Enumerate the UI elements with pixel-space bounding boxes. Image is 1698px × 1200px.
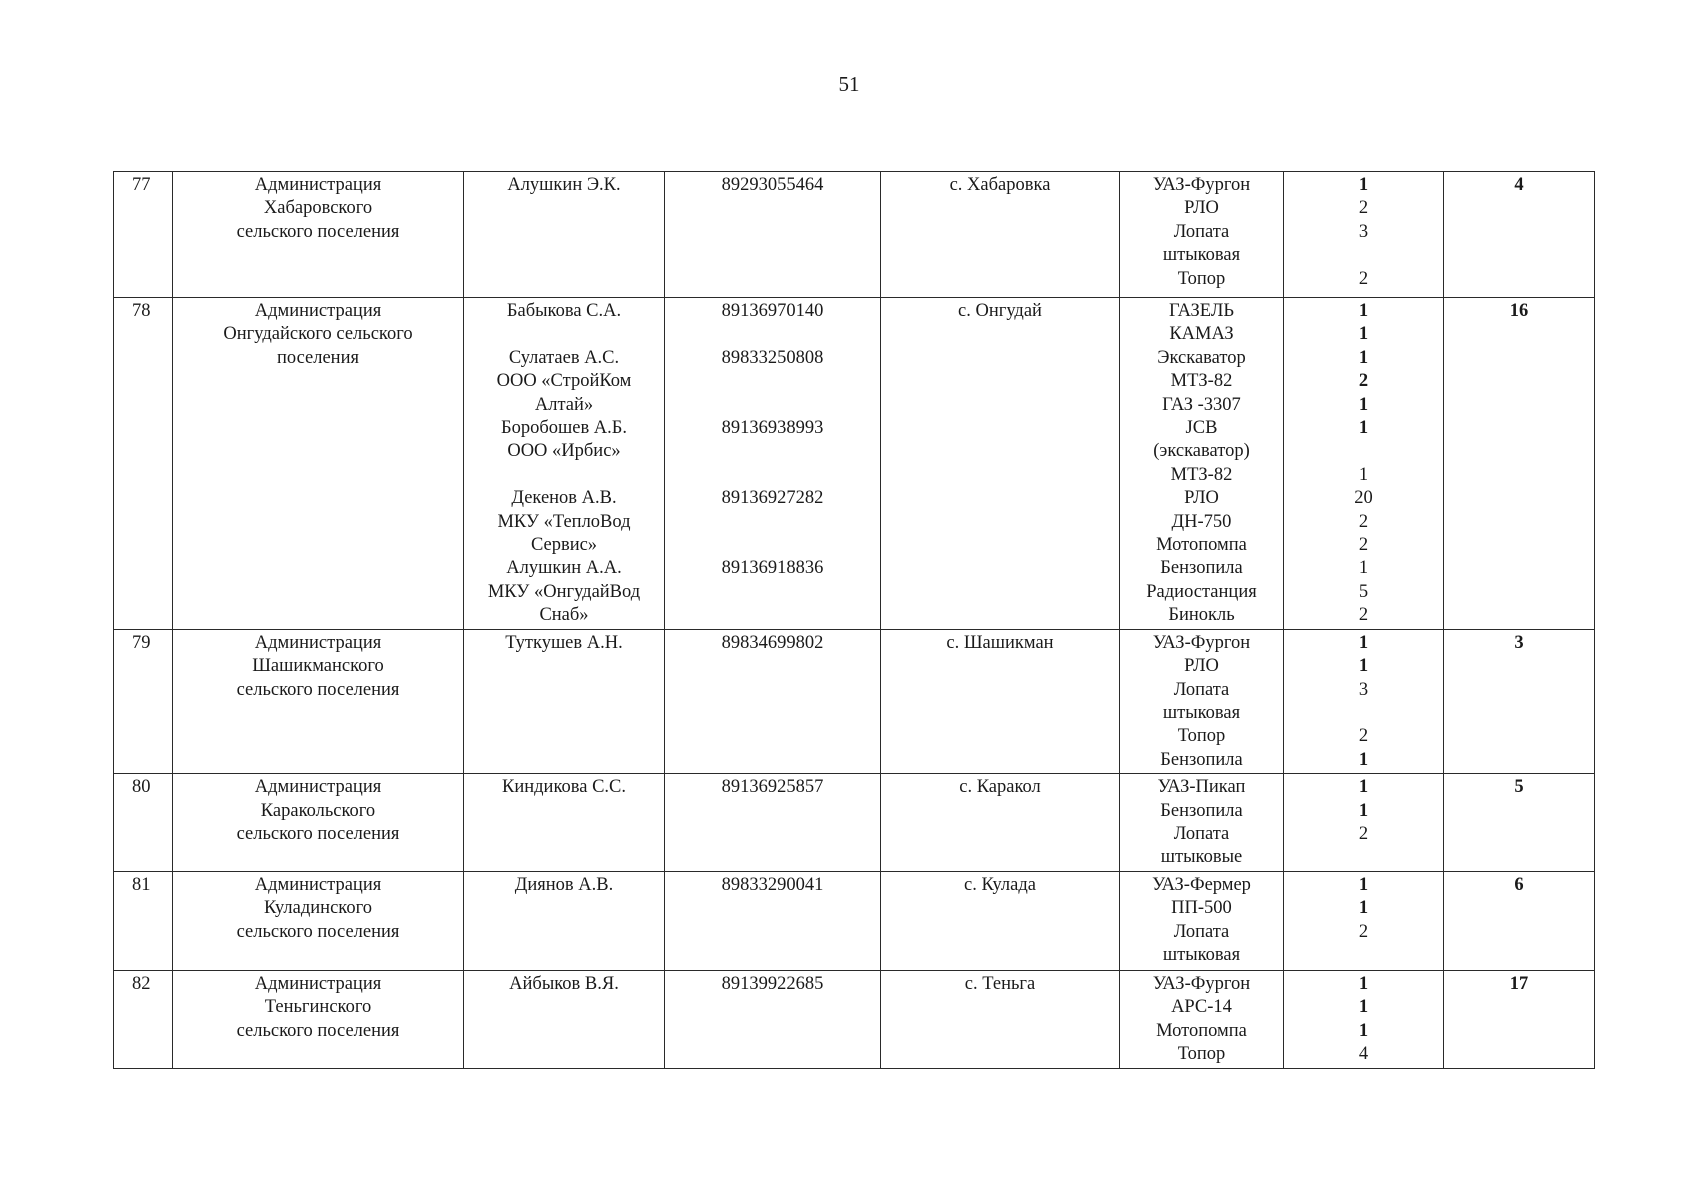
settlement-cell: с. Шашикман: [881, 629, 1120, 773]
equipment-line: УАЗ-Фермер: [1152, 874, 1251, 895]
quantity-line: 2: [1358, 823, 1369, 844]
total-cell: 4: [1444, 172, 1595, 298]
table-row: [114, 871, 1595, 970]
equipment-table: [113, 171, 1595, 1069]
equipment-line: АРС-14: [1171, 997, 1232, 1018]
contact-line: МКУ «ТеплоВод: [497, 511, 631, 532]
contact-line: Сервис»: [530, 535, 598, 556]
equipment-line: Экскаватор: [1157, 347, 1246, 368]
equipment-cell: [1120, 774, 1284, 872]
quantity-line: 20: [1354, 488, 1373, 509]
contact-line: [467, 464, 661, 487]
contact-line: Айбыков В.Я.: [509, 973, 619, 994]
organization-line: поселения: [276, 347, 359, 368]
row-number-cell: 77: [114, 172, 173, 298]
phone-cell: [665, 629, 881, 773]
organization-line: Администрация: [254, 632, 382, 653]
organization-line: Каракольского: [260, 800, 376, 821]
equipment-line: Радиостанция: [1146, 581, 1257, 602]
quantity-cell: [1284, 774, 1444, 872]
quantity-line: 5: [1358, 581, 1369, 602]
equipment-line: ДН-750: [1171, 511, 1232, 532]
equipment-line: Лопата: [1173, 221, 1230, 242]
phone-line: 89136918836: [721, 558, 824, 579]
organization-line: сельского поселения: [236, 823, 400, 844]
equipment-line: ГАЗЕЛЬ: [1168, 301, 1235, 321]
page-number: 51: [838, 72, 860, 96]
organization-line: Теньгинского: [264, 997, 372, 1018]
quantity-cell: [1284, 871, 1444, 970]
equipment-line: УАЗ-Фургон: [1152, 175, 1251, 195]
quantity-line: 1: [1358, 394, 1369, 415]
quantity-line: [1287, 244, 1440, 267]
settlement-cell: с. Каракол: [881, 774, 1120, 872]
quantity-line: 2: [1358, 268, 1369, 289]
phone-cell: [665, 298, 881, 630]
equipment-line: Бензопила: [1160, 558, 1243, 579]
contact-line: Декенов А.В.: [511, 488, 617, 509]
organization-cell: [173, 871, 464, 970]
contact-line: МКУ «ОнгудайВод: [487, 581, 641, 602]
equipment-line: Топор: [1177, 268, 1226, 289]
quantity-line: 1: [1358, 347, 1369, 368]
equipment-line: УАЗ-Фургон: [1152, 632, 1251, 653]
phone-line: 89833290041: [721, 874, 824, 895]
equipment-line: Лопата: [1173, 921, 1230, 942]
quantity-line: 1: [1358, 777, 1369, 798]
quantity-line: 1: [1358, 464, 1369, 485]
phone-line: [668, 511, 877, 534]
contact-line: Сулатаев А.С.: [508, 347, 620, 368]
equipment-line: JCB: [1185, 418, 1218, 439]
quantity-line: [1287, 440, 1440, 463]
organization-line: сельского поселения: [236, 221, 400, 242]
equipment-cell: [1120, 970, 1284, 1068]
phone-line: 89136925857: [721, 777, 824, 798]
contact-line: Алушкин А.А.: [506, 558, 622, 579]
equipment-line: МТЗ-82: [1170, 464, 1233, 485]
contact-cell: [464, 871, 665, 970]
phone-line: [668, 534, 877, 557]
organization-line: сельского поселения: [236, 1020, 400, 1041]
total-cell: 16: [1444, 298, 1595, 630]
equipment-line: штыковая: [1162, 245, 1241, 266]
organization-line: Администрация: [254, 301, 382, 321]
organization-line: Онгудайского сельского: [223, 324, 413, 345]
equipment-line: Мотопомпа: [1156, 1020, 1247, 1041]
phone-cell: [665, 970, 881, 1068]
organization-line: Администрация: [254, 973, 382, 994]
phone-cell: [665, 774, 881, 872]
row-number-cell: 80: [114, 774, 173, 872]
equipment-line: УАЗ-Пикап: [1157, 777, 1246, 798]
equipment-line: (экскаватор): [1153, 441, 1250, 462]
organization-line: Администрация: [254, 777, 382, 798]
quantity-line: 1: [1358, 418, 1369, 439]
phone-line: [668, 370, 877, 393]
quantity-cell: [1284, 298, 1444, 630]
total-cell: 3: [1444, 629, 1595, 773]
organization-line: Хабаровского: [263, 198, 373, 219]
organization-line: Шашикманского: [252, 656, 384, 677]
organization-line: сельского поселения: [236, 921, 400, 942]
organization-line: Администрация: [254, 874, 382, 895]
settlement-cell: с. Хабаровка: [881, 172, 1120, 298]
quantity-cell: [1284, 970, 1444, 1068]
settlement-cell: с. Кулада: [881, 871, 1120, 970]
phone-line: 89833250808: [721, 347, 824, 368]
phone-line: 89136938993: [721, 417, 824, 438]
phone-line: [668, 440, 877, 463]
contact-cell: [464, 298, 665, 630]
equipment-line: МТЗ-82: [1170, 371, 1233, 392]
equipment-line: ПП-500: [1171, 898, 1232, 919]
table-row: [114, 970, 1595, 1068]
phone-cell: [665, 172, 881, 298]
table-row: [114, 629, 1595, 773]
quantity-line: 1: [1358, 1020, 1369, 1041]
equipment-cell: [1120, 298, 1284, 630]
phone-line: 89136970140: [721, 301, 824, 321]
quantity-line: 1: [1358, 632, 1369, 653]
equipment-line: КАМАЗ: [1169, 324, 1234, 345]
equipment-cell: [1120, 871, 1284, 970]
quantity-line: 2: [1358, 371, 1369, 392]
quantity-line: 1: [1358, 800, 1369, 821]
quantity-line: 2: [1358, 921, 1369, 942]
row-number-cell: 82: [114, 970, 173, 1068]
equipment-line: РЛО: [1184, 198, 1219, 219]
organization-line: Администрация: [254, 175, 382, 195]
quantity-line: 2: [1358, 511, 1369, 532]
quantity-cell: [1284, 629, 1444, 773]
table-row: [114, 298, 1595, 630]
contact-line: [467, 323, 661, 346]
equipment-line: Бензопила: [1160, 749, 1243, 770]
contact-cell: [464, 172, 665, 298]
equipment-line: Мотопомпа: [1156, 535, 1247, 556]
contact-line: Боробошев А.Б.: [500, 418, 628, 439]
phone-line: 89834699802: [721, 632, 824, 653]
row-number-cell: 78: [114, 298, 173, 630]
contact-line: Алушкин Э.К.: [507, 175, 621, 195]
contact-line: Киндикова С.С.: [501, 777, 626, 798]
table-row: [114, 774, 1595, 872]
settlement-cell: с. Теньга: [881, 970, 1120, 1068]
quantity-line: 1: [1358, 874, 1369, 895]
row-number-cell: 81: [114, 871, 173, 970]
organization-cell: [173, 172, 464, 298]
organization-cell: [173, 629, 464, 773]
phone-line: 89136927282: [721, 488, 824, 509]
quantity-line: 2: [1358, 726, 1369, 747]
equipment-cell: [1120, 172, 1284, 298]
total-cell: 5: [1444, 774, 1595, 872]
organization-line: Куладинского: [264, 898, 372, 919]
contact-line: Туткушев А.Н.: [505, 632, 623, 653]
organization-line: сельского поселения: [236, 679, 400, 700]
equipment-line: РЛО: [1184, 488, 1219, 509]
contact-line: Диянов А.В.: [514, 874, 614, 895]
contact-cell: [464, 970, 665, 1068]
row-number-cell: 79: [114, 629, 173, 773]
equipment-line: РЛО: [1184, 656, 1219, 677]
quantity-line: 1: [1358, 558, 1369, 579]
equipment-cell: [1120, 629, 1284, 773]
quantity-line: 1: [1358, 898, 1369, 919]
equipment-line: штыковые: [1160, 847, 1243, 868]
quantity-line: 2: [1358, 198, 1369, 219]
contact-line: ООО «СтройКом: [496, 371, 632, 392]
quantity-line: 3: [1358, 221, 1369, 242]
quantity-line: 3: [1358, 679, 1369, 700]
quantity-line: 4: [1358, 1043, 1369, 1064]
contact-line: Снаб»: [539, 605, 589, 626]
settlement-cell: с. Онгудай: [881, 298, 1120, 630]
quantity-line: 1: [1358, 324, 1369, 345]
organization-cell: [173, 774, 464, 872]
quantity-cell: [1284, 172, 1444, 298]
quantity-line: 2: [1358, 535, 1369, 556]
organization-cell: [173, 298, 464, 630]
contact-cell: [464, 774, 665, 872]
equipment-line: Топор: [1177, 1043, 1226, 1064]
quantity-line: 1: [1358, 749, 1369, 770]
quantity-line: 1: [1358, 997, 1369, 1018]
contact-line: Бабыкова С.А.: [506, 301, 622, 321]
quantity-line: 1: [1358, 175, 1369, 195]
contact-cell: [464, 629, 665, 773]
equipment-line: Топор: [1177, 726, 1226, 747]
table-row: [114, 172, 1595, 298]
equipment-line: штыковая: [1162, 702, 1241, 723]
phone-line: 89139922685: [721, 973, 824, 994]
equipment-line: ГАЗ -3307: [1162, 394, 1241, 415]
table-body: [114, 172, 1595, 1069]
equipment-line: штыковая: [1162, 944, 1241, 965]
organization-cell: [173, 970, 464, 1068]
equipment-line: Лопата: [1173, 823, 1230, 844]
contact-line: ООО «Ирбис»: [507, 441, 621, 462]
quantity-line: 1: [1358, 301, 1369, 321]
quantity-line: 1: [1358, 656, 1369, 677]
equipment-line: Лопата: [1173, 679, 1230, 700]
contact-line: Алтай»: [534, 394, 594, 415]
equipment-line: Бензопила: [1160, 800, 1243, 821]
equipment-line: Бинокль: [1168, 605, 1235, 626]
total-cell: 17: [1444, 970, 1595, 1068]
total-cell: 6: [1444, 871, 1595, 970]
phone-line: [668, 323, 877, 346]
quantity-line: 1: [1358, 973, 1369, 994]
phone-line: [668, 464, 877, 487]
phone-cell: [665, 871, 881, 970]
phone-line: [668, 394, 877, 417]
equipment-line: УАЗ-Фургон: [1152, 973, 1251, 994]
quantity-line: [1287, 702, 1440, 725]
phone-line: 89293055464: [721, 175, 824, 195]
quantity-line: 2: [1358, 605, 1369, 626]
